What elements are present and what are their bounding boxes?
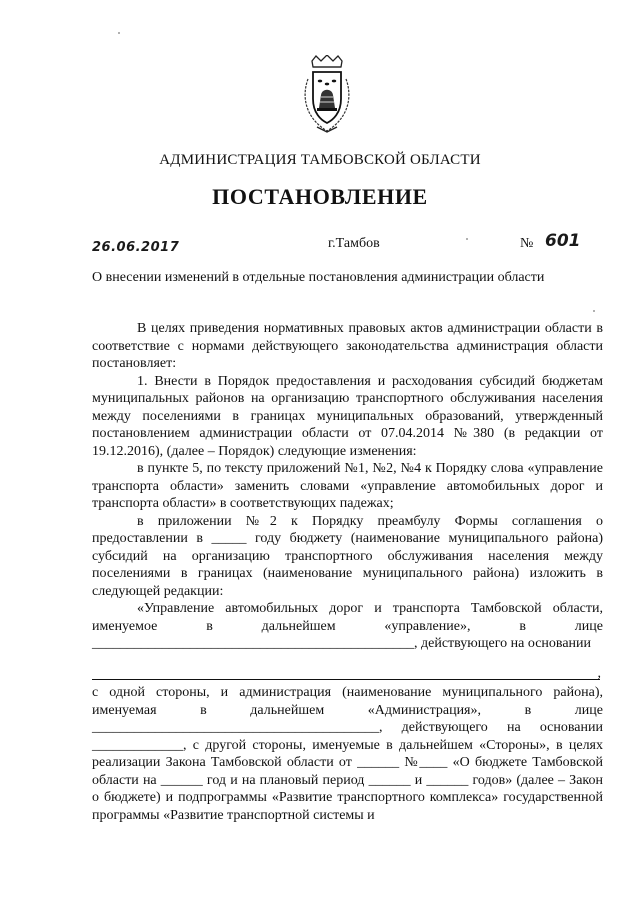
- document-city: г.Тамбов: [328, 236, 380, 251]
- document-number-label: №: [520, 236, 534, 251]
- organization-name: АДМИНИСТРАЦИЯ ТАМБОВСКОЙ ОБЛАСТИ: [159, 152, 481, 168]
- body-paragraph-item-1: 1. Внести в Порядок предоставления и расходования субсидий бюджетам муниципальных районов на организацию транспортного обслуживания населения между поселениями в границах муниципальных образований, утвержденный постановлением администрации области от 07.04.2014 №380 (в редакции от 19.12.2016), (далее – Порядок) следующие изменения:: [92, 373, 603, 459]
- document-date: 26.06.2017: [92, 240, 180, 255]
- body-paragraph-preamble: В целях приведения нормативных правовых актов администрации области в соответствие с нормами действующего законодательства администрация области постановляет:: [92, 321, 603, 371]
- fill-in-line: [92, 666, 603, 681]
- body-paragraph-form-preamble: «Управление автомобильных дорог и транспорта Тамбовской области, именуемое в дальнейшем «управление», в лице ______________________________________________, действующего на основании: [92, 601, 603, 651]
- document-body-continued: [92, 684, 603, 824]
- body-paragraph-parties: с одной стороны, и администрация (наименование муниципального района), именуемая в дальнейшем «Администрация», в лице _________________________________________, действующего на основании _____________, с другой стороны, именуемые в дальнейшем «Стороны», в целях реализации Закона Тамбовской области от ______ №____ «О бюджете Тамбовской области на ______ год и на плановый период ______ и ______ годов» (далее – Закон о бюджете) и подпрограммы «Развитие транспортного комплекса» государственной программы «Развитие транспортной системы и: [92, 685, 603, 823]
- scan-speck: [466, 238, 468, 240]
- scan-speck: [593, 310, 595, 312]
- fill-in-underline: [92, 669, 600, 680]
- body-paragraph-item-1-a: в пункте 5, по тексту приложений №1, №2, №4 к Порядку слова «управление транспорта области» заменить словами «управление автомобильных дорог и транспорта области» в соответствующих падежах;: [92, 461, 603, 511]
- document-subject: О внесении изменений в отдельные постановления администрации области: [92, 270, 545, 285]
- scan-speck: [118, 32, 120, 34]
- document-number: 601: [545, 231, 581, 251]
- fill-in-comma: ,: [597, 666, 601, 681]
- document-body: [92, 320, 603, 653]
- coat-of-arms-icon: [300, 55, 354, 135]
- document-type: ПОСТАНОВЛЕНИЕ: [212, 184, 428, 209]
- body-paragraph-item-1-b: в приложении №2 к Порядку преамбулу Формы соглашения о предоставлении в _____ году бюджету (наименование муниципального района) субсидий на организацию транспортного обслуживания населения между поселениями в границах (наименование муниципального района) изложить в следующей редакции:: [92, 513, 603, 599]
